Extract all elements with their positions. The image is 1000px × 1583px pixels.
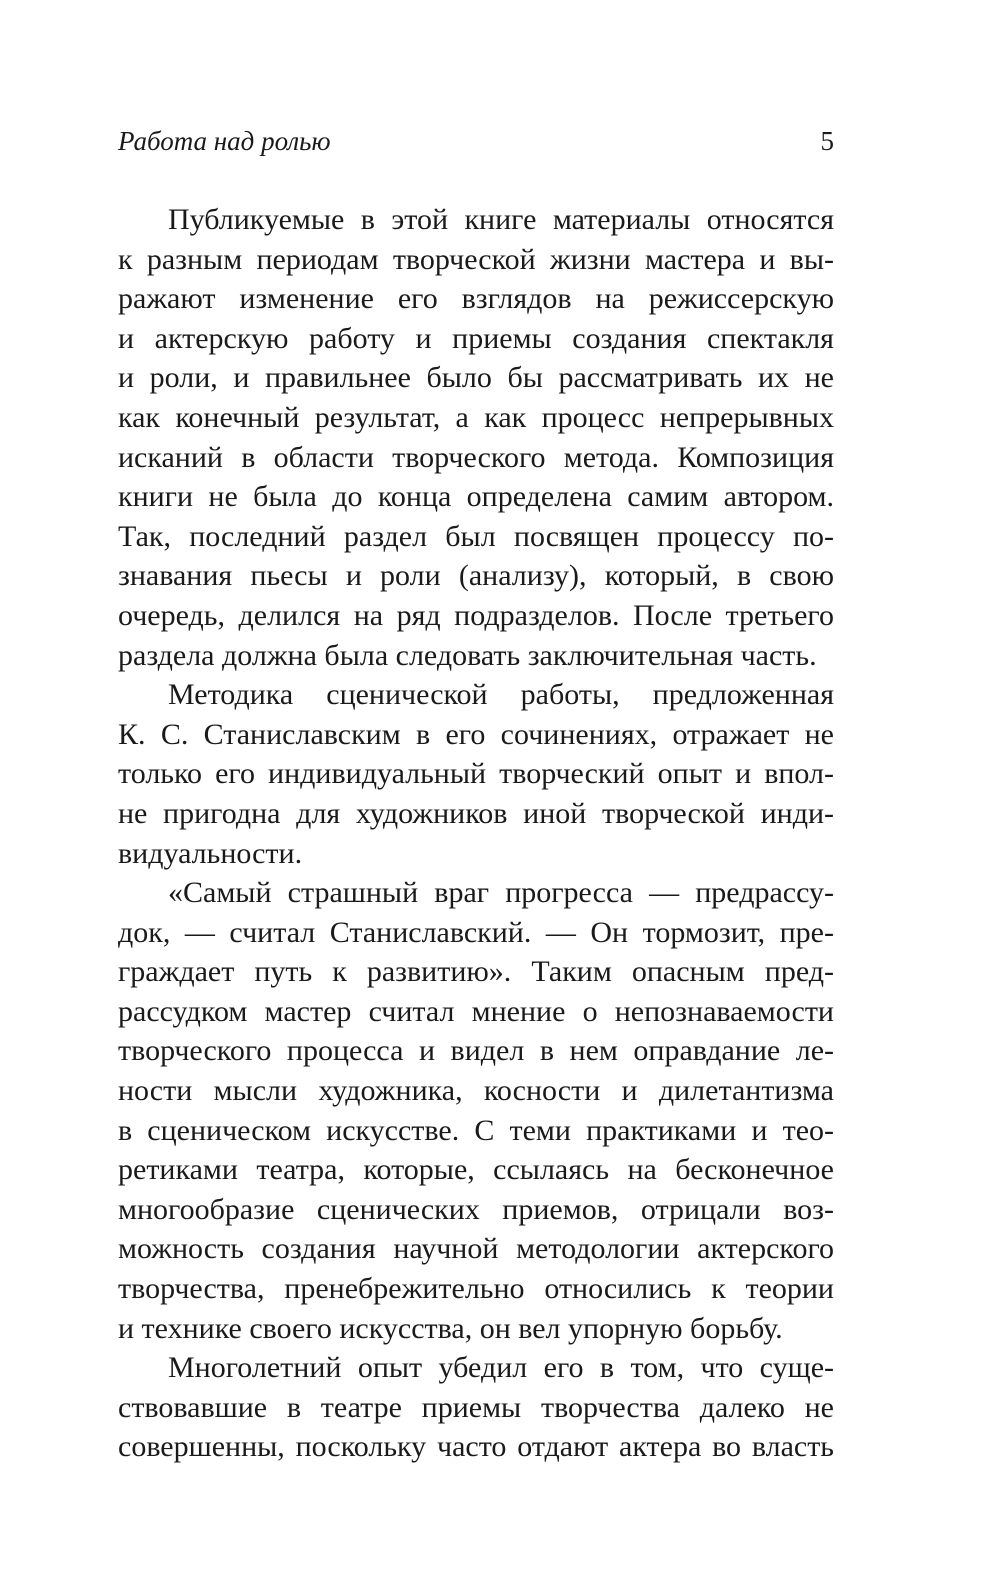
text-line: к разным периодам творческой жизни мастера и вы- (118, 242, 834, 276)
text-line: многообразие сценических приемов, отрицали воз- (118, 1192, 834, 1226)
text-line: очередь, делился на ряд подразделов. После третьего (118, 598, 834, 632)
text-line: творческого процесса и видел в нем оправдание ле- (118, 1034, 834, 1068)
body-text (118, 200, 834, 1467)
running-header (118, 126, 834, 166)
text-line: только его индивидуальный творческий опыт и впол- (118, 757, 834, 791)
text-line: можность создания научной методологии актерского (118, 1232, 834, 1266)
text-line: ретиками театра, которые, ссылаясь на бесконечное (118, 1153, 834, 1187)
text-line: «Самый страшный враг прогресса — предрассу- (168, 876, 834, 910)
text-line: знавания пьесы и роли (анализу), который, в свою (118, 559, 834, 593)
text-line: граждает путь к развитию». Таким опасным пред- (118, 955, 834, 989)
page-number: 5 (820, 126, 834, 156)
text-line: ствовавшие в театре приемы творчества далеко не (118, 1390, 834, 1424)
text-line: Публикуемые в этой книге материалы относятся (168, 203, 834, 236)
text-line: раздела должна была следовать заключительная часть. (118, 638, 817, 672)
text-line: док, — считал Станиславский. — Он тормозит, пре- (118, 915, 834, 949)
text-line: и технике своего искусства, он вел упорную борьбу. (118, 1311, 783, 1345)
text-line: ности мысли художника, косности и дилетантизма (118, 1074, 834, 1108)
text-line: не пригодна для художников иной творческой инди- (118, 796, 834, 830)
text-line: видуальности. (118, 836, 303, 870)
text-line: Многолетний опыт убедил его в том, что суще- (168, 1351, 834, 1385)
text-line: Так, последний раздел был посвящен процессу по- (118, 519, 834, 553)
text-line: К. С. Станиславским в его сочинениях, отражает не (118, 717, 834, 751)
text-line: книги не была до конца определена самим автором. (118, 480, 834, 514)
text-line: Методика сценической работы, предложенная (168, 678, 834, 712)
running-head-title: Работа над ролью (118, 126, 331, 156)
text-line: в сценическом искусстве. С теми практиками и тео- (118, 1113, 834, 1147)
text-line: рассудком мастер считал мнение о непознаваемости (118, 994, 834, 1028)
text-line: исканий в области творческого метода. Композиция (118, 440, 834, 474)
text-line: совершенны, поскольку часто отдают актера во власть (118, 1430, 834, 1464)
text-line: и актерскую работу и приемы создания спектакля (118, 321, 834, 355)
text-line: творчества, пренебрежительно относились к теории (118, 1272, 834, 1306)
text-line: как конечный результат, а как процесс непрерывных (118, 400, 834, 434)
text-line: ражают изменение его взглядов на режиссерскую (118, 282, 834, 316)
text-line: и роли, и правильнее было бы рассматривать их не (118, 361, 834, 395)
